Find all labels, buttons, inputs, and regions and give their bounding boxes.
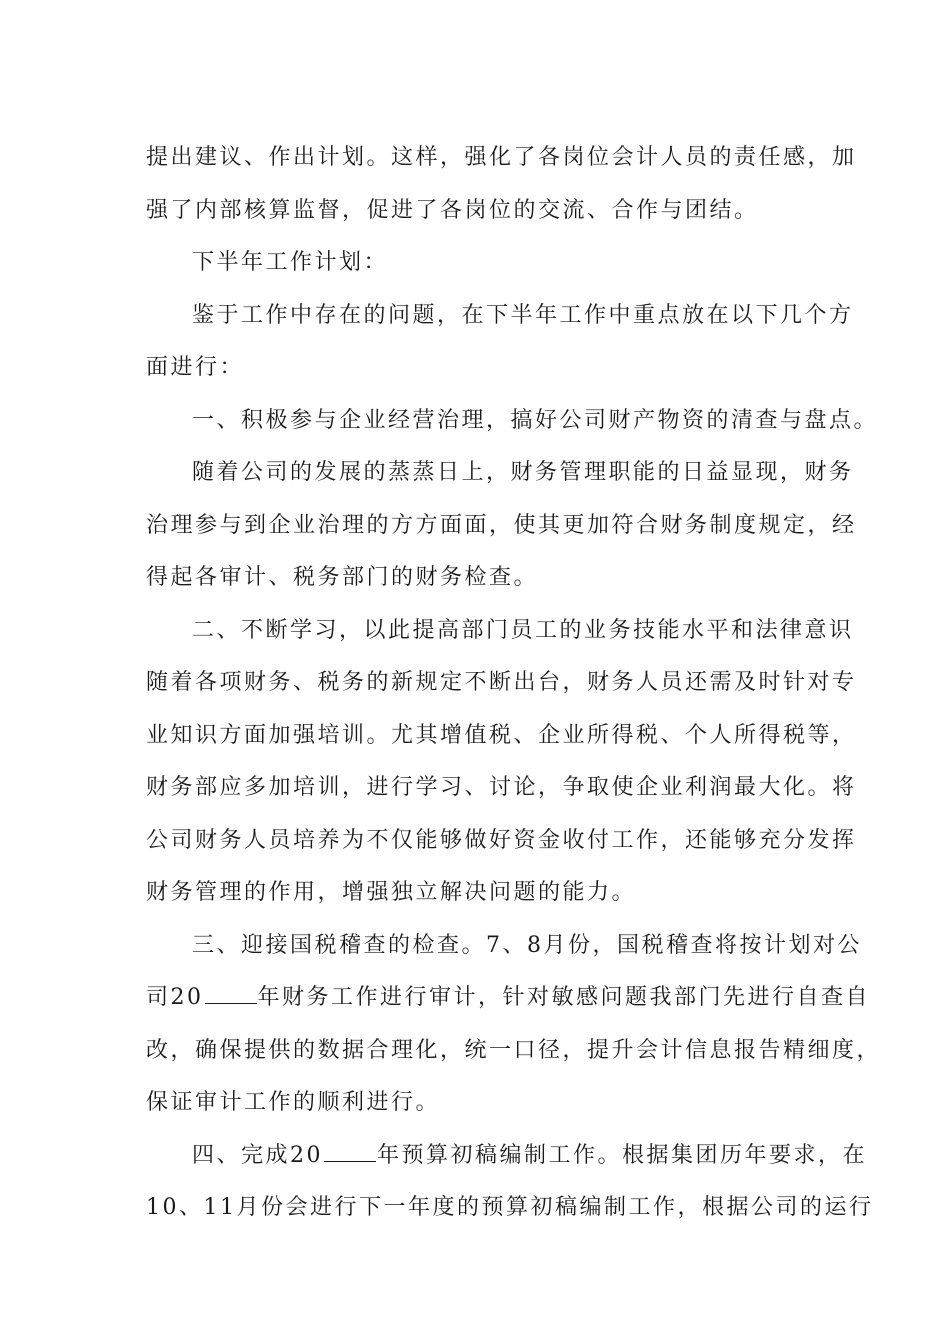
text-line: 保证审计工作的顺利进行。 (146, 1090, 441, 1115)
document-body (146, 132, 882, 1235)
text-line: 鉴于工作中存在的问题，在下半年工作中重点放在以下几个方 (192, 302, 854, 328)
text-segment: 司20 (146, 985, 204, 1010)
text-line: 业知识方面加强培训。尤其增值税、企业所得税、个人所得税等， (146, 722, 857, 748)
text-line: 提出建议、作出计划。这样，强化了各岗位会计人员的责任感，加 (146, 145, 857, 170)
text-line: 随着各项财务、税务的新规定不断出台，财务人员还需及时针对专 (146, 670, 857, 695)
text-line: 强了内部核算监督，促进了各岗位的交流、合作与团结。 (146, 197, 759, 223)
section-heading: 下半年工作计划： (192, 250, 389, 275)
text-line: 面进行： (146, 355, 245, 380)
text-segment: 四、完成20 (192, 1142, 323, 1168)
fill-in-blank (205, 983, 257, 1004)
text-line: 财务部应多加培训，进行学习、讨论，争取使企业利润最大化。将 (146, 775, 857, 800)
text-line: 财务管理的作用，增强独立解决问题的能力。 (146, 880, 637, 905)
fill-in-blank (324, 1141, 376, 1162)
text-line: 得起各审计、税务部门的财务检查。 (146, 565, 539, 590)
item-heading-1: 一、积极参与企业经营治理，搞好公司财产物资的清查与盘点。 (192, 407, 879, 433)
text-segment: 年预算初稿编制工作。根据集团历年要求，在 (377, 1142, 868, 1168)
text-line: 随着公司的发展的蒸蒸日上，财务管理职能的日益显现，财务 (192, 460, 854, 485)
text-line: 公司财务人员培养为不仅能够做好资金收付工作，还能够充分发挥 (146, 827, 857, 853)
item-heading-2: 二、不断学习，以此提高部门员工的业务技能水平和法律意识 (192, 617, 854, 643)
text-line (146, 972, 871, 1025)
item-heading-3: 三、迎接国税稽查的检查。7、8月份，国税稽查将按计划对公 (192, 932, 862, 958)
text-line: 10、11月份会进行下一年度的预算初稿编制工作，根据公司的运行 (146, 1195, 874, 1220)
text-line: 治理参与到企业治理的方方面面，使其更加符合财务制度规定，经 (146, 512, 857, 538)
text-line: 改，确保提供的数据合理化，统一口径，提升会计信息报告精细度， (146, 1037, 882, 1063)
item-heading-4 (146, 1130, 868, 1183)
text-segment: 年财务工作进行审计，针对敏感问题我部门先进行自查自 (257, 985, 871, 1010)
